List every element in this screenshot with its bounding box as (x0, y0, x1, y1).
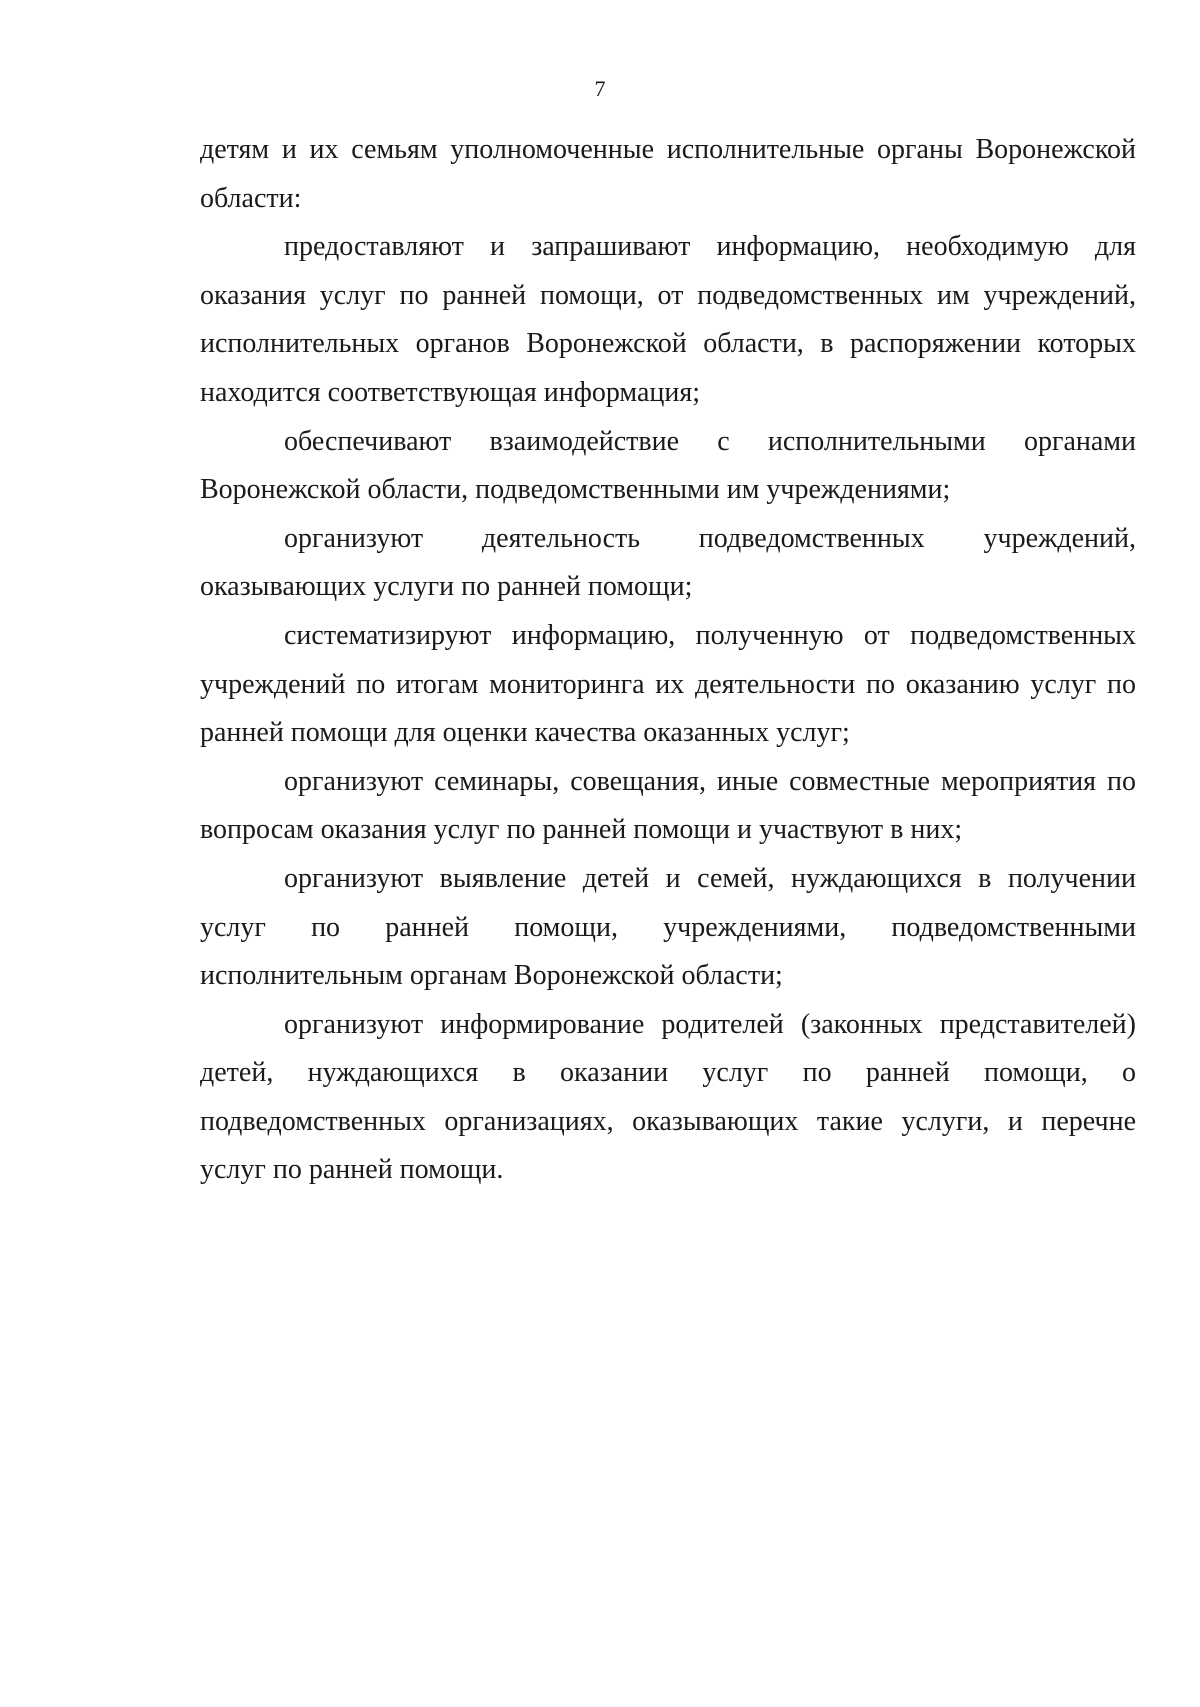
page-number: 7 (594, 76, 606, 101)
paragraph: организуют деятельность подведомственных учреждений, оказывающих услуги по ранней помощи; (200, 522, 1136, 603)
document-body (200, 126, 1136, 1195)
paragraph: организуют семинары, совещания, иные совместные мероприятия по вопросам оказания услуг по ранней помощи и участвуют в них; (200, 765, 1136, 846)
paragraph: обеспечивают взаимодействие с исполнительными органами Воронежской области, подведомственными им учреждениями; (200, 425, 1136, 506)
paragraph: организуют информирование родителей (законных представителей) детей, нуждающихся в оказании услуг по ранней помощи, о подведомственных организациях, оказывающих такие услуги, и перечне услуг по ранней помощи. (200, 1008, 1136, 1186)
paragraph: детям и их семьям уполномоченные исполнительные органы Воронежской области: (200, 134, 1136, 214)
paragraph: систематизируют информацию, полученную от подведомственных учреждений по итогам мониторинга их деятельности по оказанию услуг по ранней помощи для оценки качества оказанных услуг; (200, 619, 1136, 749)
paragraph: организуют выявление детей и семей, нуждающихся в получении услуг по ранней помощи, учреждениями, подведомственными исполнительным органам Воронежской области; (200, 862, 1136, 992)
paragraph: предоставляют и запрашивают информацию, необходимую для оказания услуг по ранней помощи, от подведомственных им учреждений, исполнительных органов Воронежской области, в распоряжении которых находится соответствующая информация; (200, 231, 1136, 408)
